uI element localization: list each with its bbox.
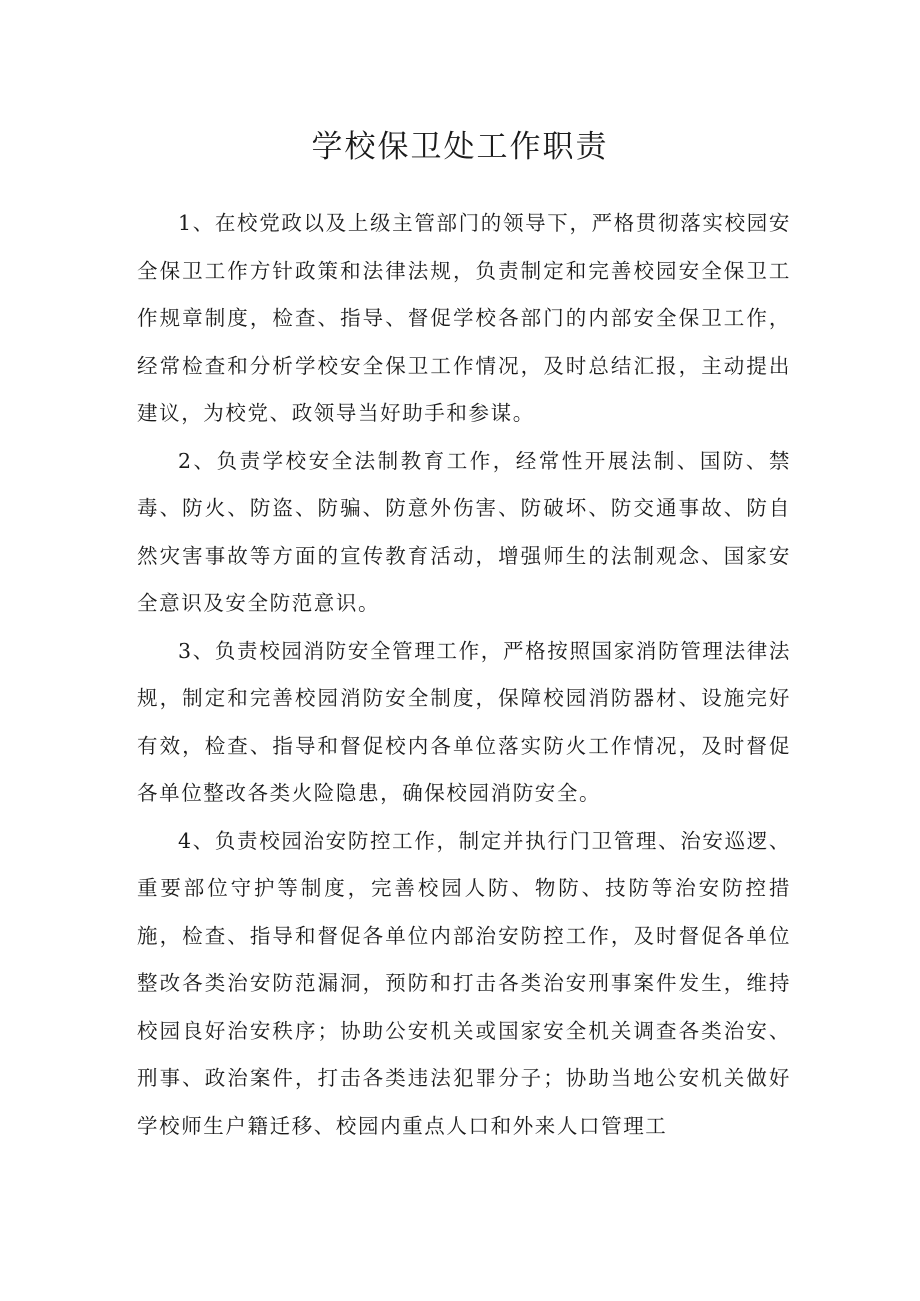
document-body: [137, 200, 791, 1150]
paragraph-2: 2、负责学校安全法制教育工作，经常性开展法制、国防、禁毒、防火、防盗、防骗、防意外伤害、防破坏、防交通事故、防自然灾害事故等方面的宣传教育活动，增强师生的法制观念、国家安全意识及安全防范意识。: [137, 448, 791, 615]
paragraph-3: 3、负责校园消防安全管理工作，严格按照国家消防管理法律法规，制定和完善校园消防安全制度，保障校园消防器材、设施完好有效，检查、指导和督促校内各单位落实防火工作情况，及时督促各单位整改各类火险隐患，确保校园消防安全。: [137, 638, 791, 805]
paragraph-4: 4、负责校园治安防控工作，制定并执行门卫管理、治安巡逻、重要部位守护等制度，完善校园人防、物防、技防等治安防控措施，检查、指导和督促各单位内部治安防控工作，及时督促各单位整改各类治安防范漏洞，预防和打击各类治安刑事案件发生，维持校园良好治安秩序；协助公安机关或国家安全机关调查各类治安、刑事、政治案件，打击各类违法犯罪分子；协助当地公安机关做好学校师生户籍迁移、校园内重点人口和外来人口管理工: [137, 828, 791, 1138]
document-title: 学校保卫处工作职责: [311, 129, 609, 165]
paragraph-1: 1、在校党政以及上级主管部门的领导下，严格贯彻落实校园安全保卫工作方针政策和法律法规，负责制定和完善校园安全保卫工作规章制度，检查、指导、督促学校各部门的内部安全保卫工作，经常检查和分析学校安全保卫工作情况，及时总结汇报，主动提出建议，为校党、政领导当好助手和参谋。: [137, 211, 791, 425]
